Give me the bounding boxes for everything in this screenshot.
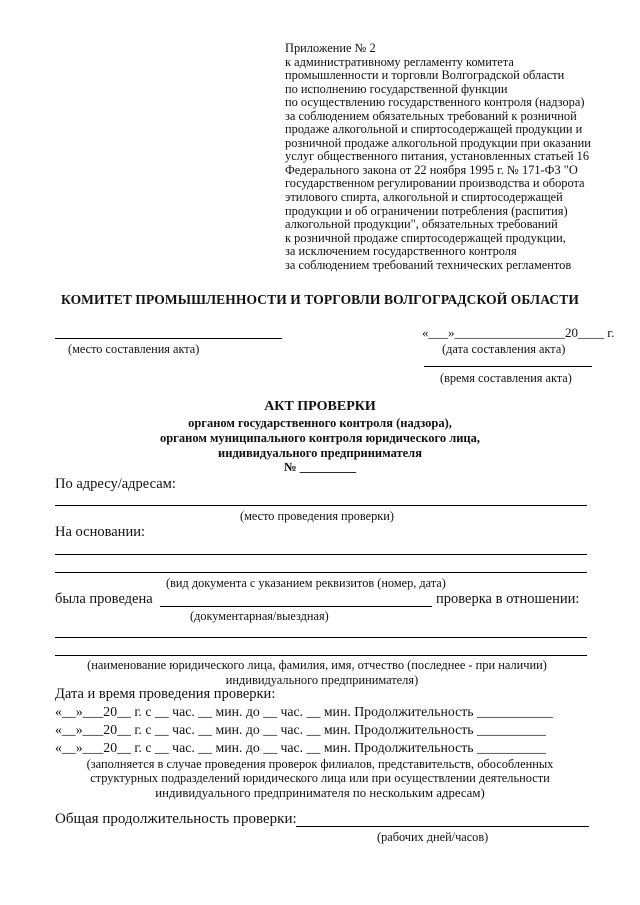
conducted-label: была проведена (55, 591, 153, 607)
appendix-line: розничной продаже алкогольной продукции при оказании (285, 135, 591, 150)
appendix-line: промышленности и торговли Волгоградской области (285, 68, 565, 83)
time-line[interactable] (424, 366, 592, 367)
appendix-line: к розничной продаже спиртосодержащей продукции, (285, 230, 566, 245)
address-caption: (место проведения проверки) (240, 509, 394, 523)
time-caption: (время составления акта) (440, 371, 572, 385)
fill-note-2: структурных подразделений юридического лица или при осуществлении деятельности (90, 771, 550, 785)
entity-line-1[interactable] (55, 637, 587, 638)
datetime-row-1[interactable]: «__»___20__ г. с __ час. __ мин. до __ час. __ мин. Продолжительность ___________ (55, 704, 553, 719)
total-caption: (рабочих дней/часов) (377, 830, 489, 844)
appendix-line: Приложение № 2 (285, 41, 376, 55)
appendix-line: этилового спирта, алкогольной и спиртосодержащей (285, 190, 563, 205)
basis-line-2[interactable] (55, 572, 587, 573)
place-line[interactable] (55, 338, 282, 339)
appendix-line: по исполнению государственной функции (285, 81, 508, 96)
basis-line-1[interactable] (55, 554, 587, 555)
address-line[interactable] (55, 505, 587, 506)
appendix-line: услуг общественного питания, установленных статьей 16 (285, 149, 590, 164)
act-subtitle-1: органом государственного контроля (надзора), (188, 416, 452, 430)
appendix-line: за соблюдением требований технических регламентов (285, 257, 572, 272)
place-caption: (место составления акта) (68, 342, 200, 356)
act-subtitle-3: индивидуального предпринимателя (218, 446, 422, 460)
entity-caption-1: (наименование юридического лица, фамилия, имя, отчество (последнее - при наличии) (87, 658, 547, 672)
act-title: АКТ ПРОВЕРКИ (264, 399, 376, 414)
appendix-line: продукции и об ограничении потребления (распития) (285, 203, 568, 218)
appendix-line: за соблюдением обязательных требований к розничной (285, 108, 577, 123)
appendix-line: продаже алкогольной и спиртосодержащей продукции и (285, 122, 583, 137)
appendix-line: алкогольной продукции", обязательных требований (285, 217, 558, 232)
committee-title: КОМИТЕТ ПРОМЫШЛЕННОСТИ И ТОРГОВЛИ ВОЛГОГРАДСКОЙ ОБЛАСТИ (61, 292, 579, 307)
appendix-line: Федерального закона от 22 ноября 1995 г. № 171-ФЗ "О (285, 162, 578, 177)
date-caption: (дата составления акта) (442, 342, 566, 356)
in-relation-label: проверка в отношении: (436, 591, 580, 607)
fill-note-1: (заполняется в случае проведения проверок филиалов, представительств, обособленных (86, 757, 554, 771)
basis-label: На основании: (55, 524, 145, 540)
basis-caption: (вид документа с указанием реквизитов (номер, дата) (166, 576, 446, 590)
entity-line-2[interactable] (55, 655, 587, 656)
conducted-line[interactable] (160, 606, 432, 607)
datetime-row-2[interactable]: «__»___20__ г. с __ час. __ мин. до __ час. __ мин. Продолжительность __________ (55, 722, 546, 737)
date-field[interactable]: «___»_________________20____ г. (422, 325, 615, 340)
act-subtitle-2: органом муниципального контроля юридического лица, (159, 431, 480, 445)
appendix-block (285, 42, 591, 272)
datetime-row-3[interactable]: «__»___20__ г. с __ час. __ мин. до __ час. __ мин. Продолжительность __________ (55, 740, 546, 755)
datetime-label: Дата и время проведения проверки: (55, 686, 276, 702)
appendix-line: государственном регулировании производства и оборота (285, 176, 585, 191)
total-line[interactable] (296, 826, 589, 827)
act-number[interactable]: № _________ (284, 460, 356, 474)
total-label: Общая продолжительность проверки: (55, 811, 297, 827)
fill-note-3: индивидуального предпринимателя по нескольким адресам) (155, 786, 485, 800)
appendix-line: по осуществлению государственного контроля (надзора) (285, 95, 585, 110)
entity-caption-2: индивидуального предпринимателя) (225, 673, 419, 687)
appendix-line: за исключением государственного контроля (285, 244, 517, 259)
conducted-caption: (документарная/выездная) (190, 609, 329, 623)
appendix-line: к административному регламенту комитета (285, 54, 514, 69)
address-label: По адресу/адресам: (55, 476, 176, 492)
